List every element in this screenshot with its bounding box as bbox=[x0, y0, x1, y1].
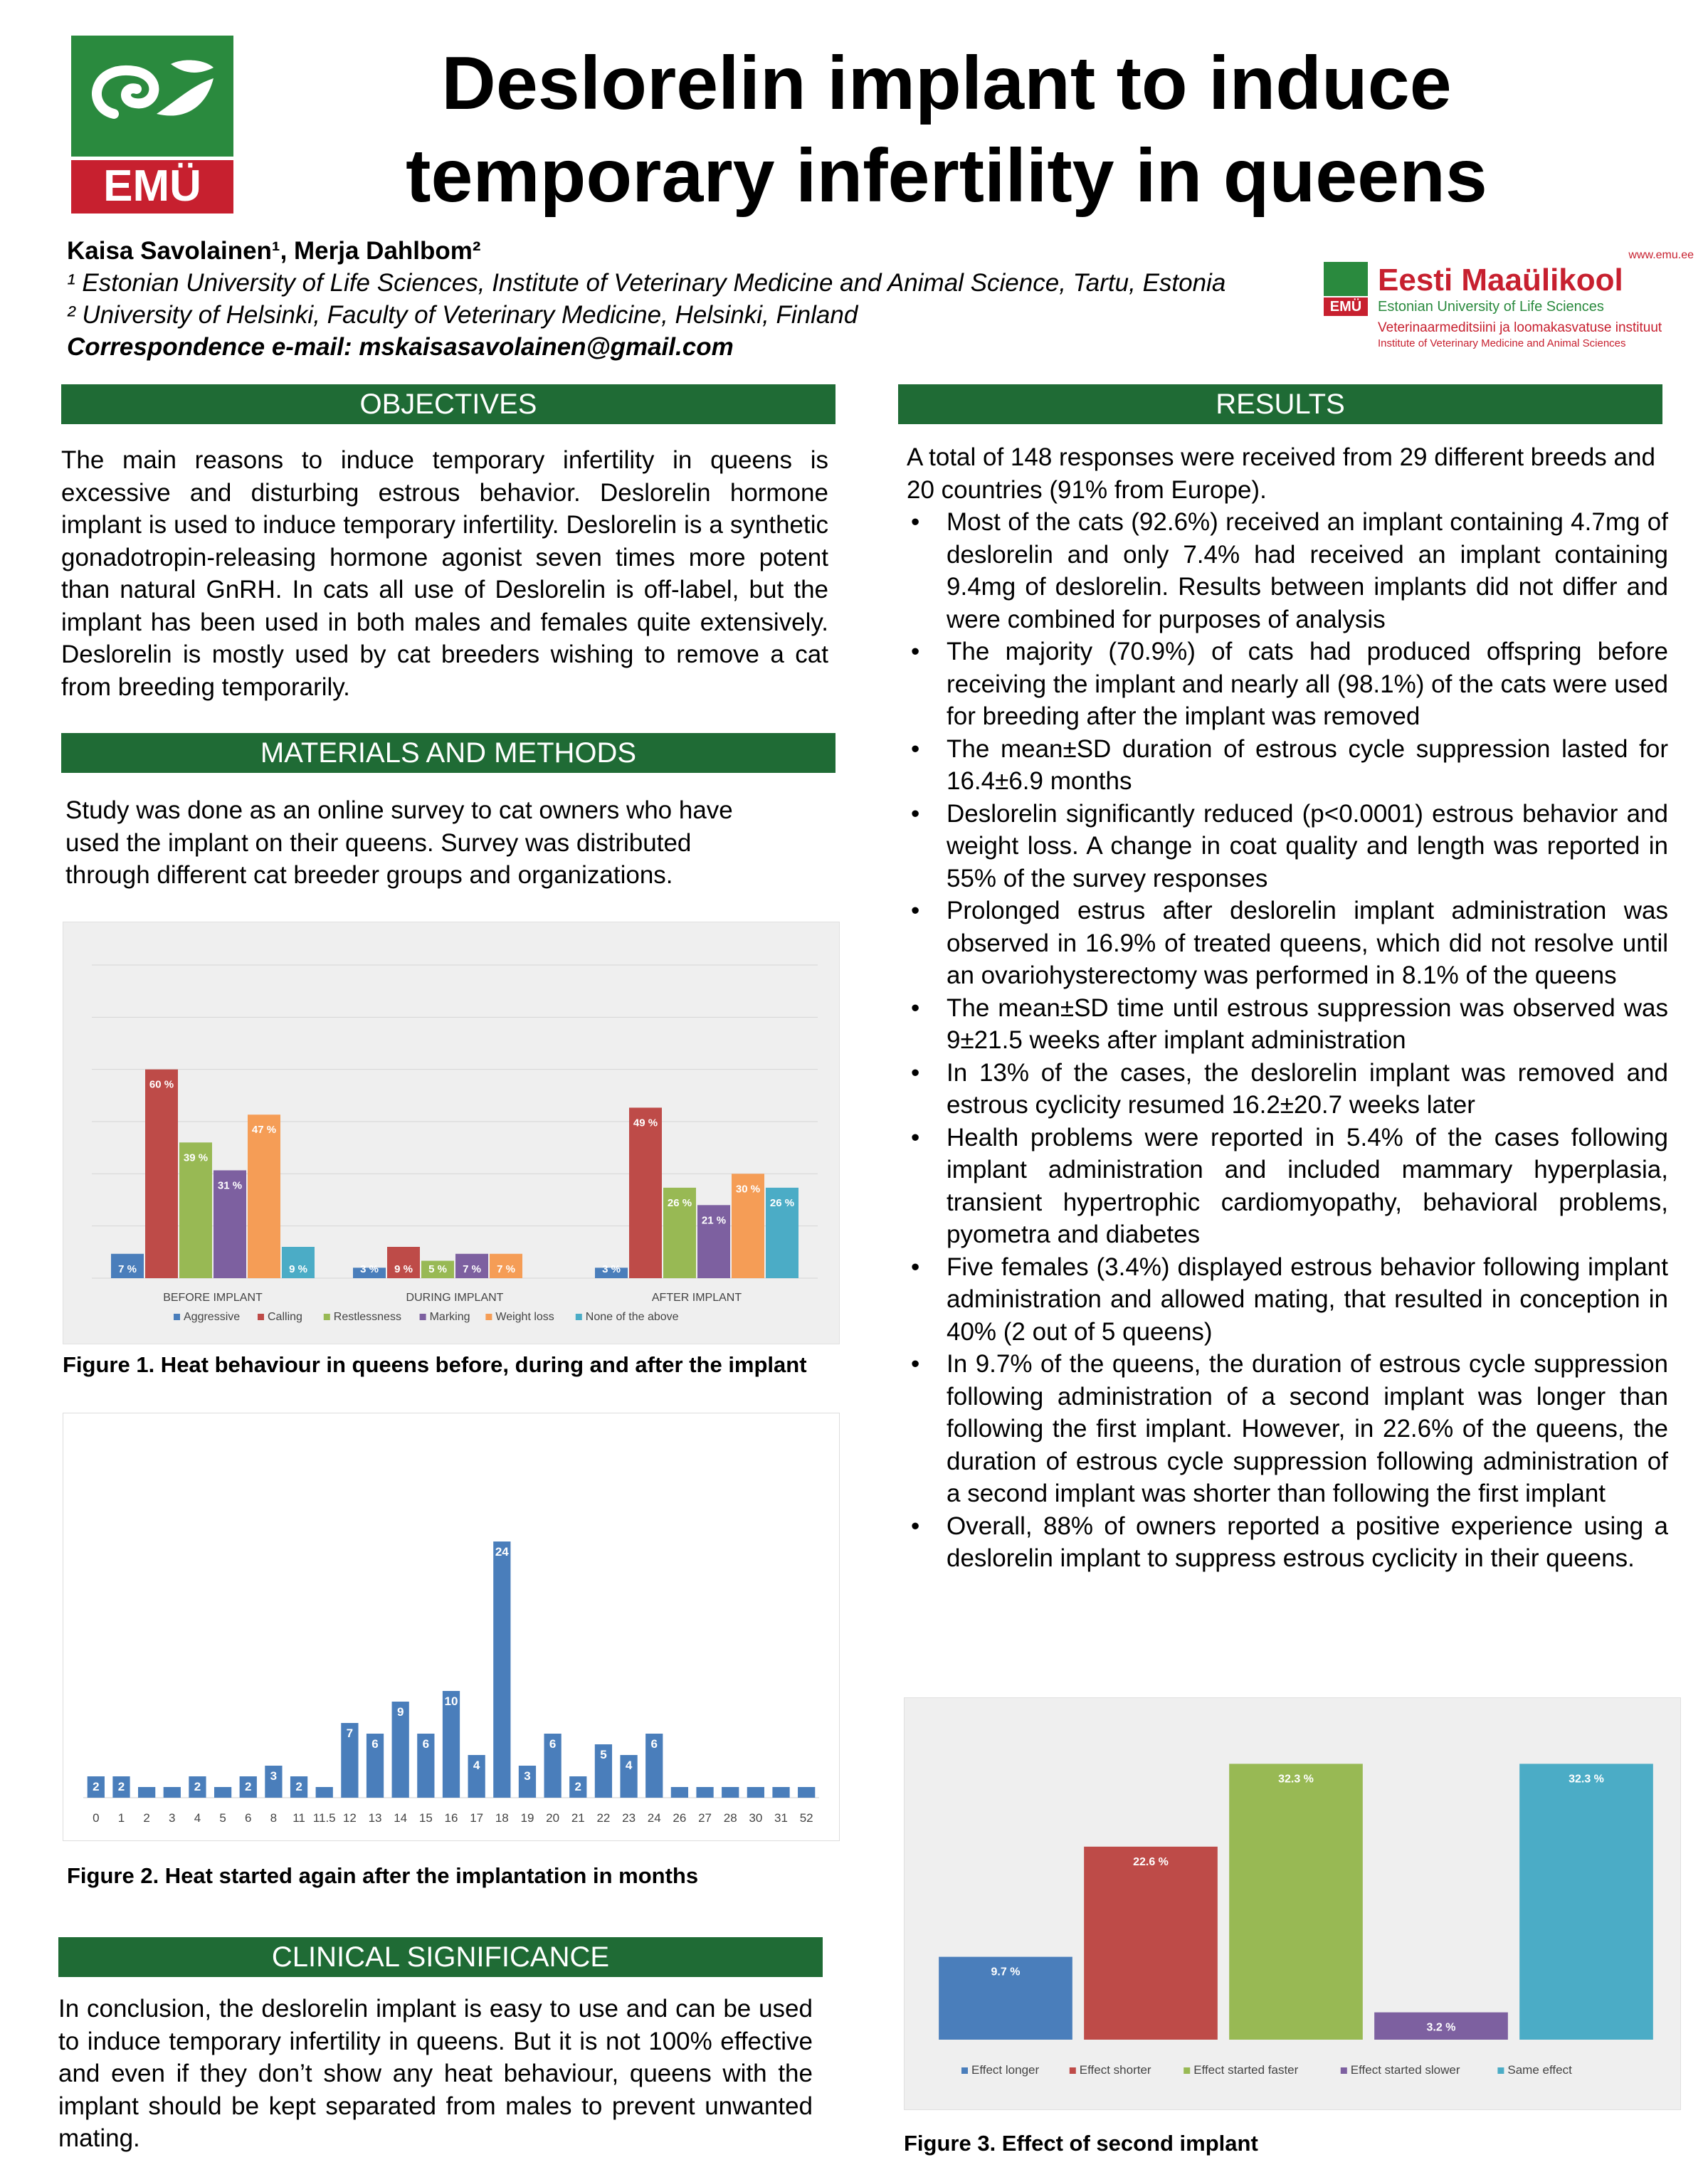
legend-swatch bbox=[258, 1314, 264, 1320]
tick-label: 26 bbox=[673, 1811, 687, 1825]
results-bullet: • In 9.7% of the queens, the duration of estrous cycle suppression following administration of a second implant was longer than following the first implant. However, in 22.6% of the queens, the duration of estrous cycle suppression following administration of a second implant was shorter than following the first implant bbox=[947, 1348, 1668, 1510]
legend-label: Same effect bbox=[1507, 2063, 1572, 2077]
data-label: 10 bbox=[444, 1695, 458, 1708]
category-label: DURING IMPLANT bbox=[406, 1292, 504, 1304]
tick-label: 1 bbox=[117, 1811, 125, 1825]
legend-swatch bbox=[961, 2067, 968, 2074]
bar-effect-shorter bbox=[1084, 1847, 1218, 2040]
title-line-2: temporary infertility in queens bbox=[406, 134, 1487, 218]
figure-3-chart bbox=[904, 1697, 1681, 2110]
data-label: 7 bbox=[346, 1727, 354, 1740]
results-bullet: • The mean±SD duration of estrous cycle suppression lasted for 16.4±6.9 months bbox=[947, 733, 1668, 798]
bar-month-27 bbox=[696, 1787, 713, 1798]
tick-label: 30 bbox=[749, 1811, 763, 1825]
data-label: 60 % bbox=[149, 1078, 174, 1091]
data-label: 26 % bbox=[769, 1196, 795, 1209]
tick-label: 15 bbox=[418, 1811, 433, 1825]
emu-logo bbox=[71, 36, 233, 214]
figure-1-chart bbox=[63, 922, 840, 1344]
data-label: 39 % bbox=[183, 1151, 209, 1164]
legend-swatch bbox=[420, 1314, 426, 1320]
results-block bbox=[907, 441, 1668, 1575]
affiliation-1: ¹ Estonian University of Life Sciences, Institute of Veterinary Medicine and Animal Science, Tartu, Estonia bbox=[67, 269, 1226, 297]
emu-logo-graphic bbox=[71, 36, 233, 214]
data-label: 26 % bbox=[667, 1196, 692, 1209]
data-label: 6 bbox=[650, 1737, 658, 1751]
data-label: 30 % bbox=[735, 1183, 761, 1196]
legend-swatch bbox=[324, 1314, 330, 1320]
data-label: 3 % bbox=[602, 1263, 621, 1275]
tick-label: 31 bbox=[774, 1811, 788, 1825]
data-label: 7 % bbox=[463, 1263, 481, 1275]
data-label: 2 bbox=[93, 1780, 100, 1793]
results-heading: RESULTS bbox=[898, 384, 1662, 424]
data-label: 2 bbox=[574, 1780, 582, 1793]
data-label: 32.3 % bbox=[1278, 1773, 1314, 1786]
tick-label: 24 bbox=[647, 1811, 661, 1825]
bar-month-5 bbox=[214, 1787, 231, 1798]
results-bullet: • Deslorelin significantly reduced (p<0.0001) estrous behavior and weight loss. A change in coat quality and length was reported in 55% of the survey responses bbox=[947, 798, 1668, 895]
bar-month-28 bbox=[722, 1787, 739, 1798]
tick-label: 3 bbox=[169, 1811, 176, 1825]
data-label: 7 % bbox=[497, 1263, 515, 1275]
university-english: Estonian University of Life Sciences bbox=[1378, 299, 1604, 315]
results-bullet: • Most of the cats (92.6%) received an implant containing 4.7mg of deslorelin and only 7.4% had received an implant containing 9.4mg of deslorelin. Results between implants did not differ and were combined for purposes of analysis bbox=[947, 506, 1668, 636]
tick-label: 8 bbox=[270, 1811, 278, 1825]
bar-month-31 bbox=[772, 1787, 789, 1798]
category-label: BEFORE IMPLANT bbox=[163, 1292, 263, 1304]
tick-label: 23 bbox=[622, 1811, 636, 1825]
clinical-heading: CLINICAL SIGNIFICANCE bbox=[58, 1937, 823, 1977]
data-label: 32.3 % bbox=[1569, 1773, 1604, 1786]
tick-label: 0 bbox=[93, 1811, 100, 1825]
results-bullet: • In 13% of the cases, the deslorelin implant was removed and estrous cyclicity resumed 16.2±20.7 weeks later bbox=[947, 1057, 1668, 1122]
uni-leaf-icon bbox=[1324, 262, 1368, 296]
results-intro: A total of 148 responses were received from 29 different breeds and 20 countries (91% from Europe). bbox=[907, 443, 1655, 504]
tick-label: 5 bbox=[219, 1811, 226, 1825]
legend-label: Effect started faster bbox=[1193, 2063, 1299, 2077]
figure-2-chart bbox=[63, 1413, 840, 1841]
results-bullet: • Health problems were reported in 5.4% of the cases following implant administration and included mammary hyperplasia, transient hypertrophic cardiomyopathy, behavioral problems, pyometra and diabetes bbox=[947, 1122, 1668, 1251]
institute-english: Institute of Veterinary Medicine and Animal Sciences bbox=[1378, 337, 1626, 349]
figure-2-svg bbox=[63, 1413, 839, 1840]
bar-month-52 bbox=[798, 1787, 815, 1798]
data-label: 21 % bbox=[701, 1214, 727, 1227]
data-label: 2 bbox=[295, 1780, 302, 1793]
legend-label: Effect started slower bbox=[1350, 2063, 1460, 2077]
data-label: 3 bbox=[524, 1769, 531, 1783]
bar-month-3 bbox=[164, 1787, 181, 1798]
bar-month-26 bbox=[671, 1787, 688, 1798]
logo-text: EMÜ bbox=[103, 162, 201, 211]
results-bullet: • Overall, 88% of owners reported a positive experience using a deslorelin implant to suppress estrous cyclicity in their queens. bbox=[947, 1510, 1668, 1575]
data-label: 6 bbox=[371, 1737, 379, 1751]
legend-swatch bbox=[576, 1314, 582, 1320]
title-line-1: Deslorelin implant to induce bbox=[441, 41, 1452, 125]
data-label: 4 bbox=[473, 1759, 480, 1772]
bar-weight-loss bbox=[248, 1114, 280, 1278]
tick-label: 28 bbox=[723, 1811, 737, 1825]
affiliation-2: ² University of Helsinki, Faculty of Veterinary Medicine, Helsinki, Finland bbox=[67, 301, 858, 329]
university-logo bbox=[1324, 249, 1694, 363]
results-bullet: • Prolonged estrus after deslorelin implant administration was observed in 16.9% of treated queens, which did not resolve until an ovariohysterectomy was performed in 8.1% of the queens bbox=[947, 895, 1668, 992]
data-label: 9.7 % bbox=[991, 1966, 1021, 1978]
legend-label: Effect shorter bbox=[1079, 2063, 1151, 2077]
results-list bbox=[907, 506, 1668, 1575]
authors-block bbox=[67, 235, 1225, 363]
tick-label: 52 bbox=[799, 1811, 813, 1825]
bar-calling bbox=[145, 1070, 178, 1278]
bar-month-18 bbox=[493, 1541, 510, 1798]
figure-3-svg bbox=[905, 1698, 1680, 2109]
data-label: 9 bbox=[396, 1705, 404, 1719]
tick-label: 22 bbox=[596, 1811, 611, 1825]
tick-label: 16 bbox=[444, 1811, 458, 1825]
data-label: 4 bbox=[625, 1759, 633, 1772]
bar-calling bbox=[629, 1107, 662, 1278]
bar-month-11.5 bbox=[316, 1787, 333, 1798]
institute-estonian: Veterinaarmeditsiini ja loomakasvatuse instituut bbox=[1378, 320, 1662, 335]
legend-swatch bbox=[1497, 2067, 1504, 2074]
data-label: 9 % bbox=[289, 1263, 307, 1275]
legend-label: Effect longer bbox=[971, 2063, 1040, 2077]
legend-swatch bbox=[1070, 2067, 1076, 2074]
university-name: Eesti Maaülikool bbox=[1378, 263, 1623, 297]
tick-label: 11.5 bbox=[312, 1811, 336, 1825]
bar-same-effect bbox=[1519, 1764, 1653, 2040]
data-label: 6 bbox=[549, 1737, 557, 1751]
figure-1-svg bbox=[63, 922, 839, 1344]
legend-label: Aggressive bbox=[184, 1311, 241, 1323]
bar-effect-started-faster bbox=[1229, 1764, 1363, 2040]
author-names: Kaisa Savolainen¹, Merja Dahlbom² bbox=[67, 237, 481, 265]
legend-swatch bbox=[1341, 2067, 1347, 2074]
objectives-text: The main reasons to induce temporary infertility in queens is excessive and disturbing estrous behavior. Deslorelin hormone implant is used to induce temporary infertility. Deslorelin is a synthetic gonadotropin-releasing hormone agonist seven times more potent than natural GnRH. In cats all use of Deslorelin is off-label, but the implant has been used in both males and females quite extensively. Deslorelin is mostly used by cat breeders wishing to remove a cat from breeding temporarily. bbox=[61, 446, 828, 701]
data-label: 3 bbox=[270, 1769, 278, 1783]
clinical-text: In conclusion, the deslorelin implant is easy to use and can be used to induce temporary infertility in queens. But it is not 100% effective and even if they don’t show any heat behaviour, queens with the implant should be kept separated from males to prevent unwanted mating. bbox=[58, 1995, 813, 2152]
legend-label: None of the above bbox=[585, 1311, 679, 1323]
data-label: 49 % bbox=[633, 1117, 658, 1129]
tick-label: 13 bbox=[368, 1811, 382, 1825]
tick-label: 14 bbox=[394, 1811, 408, 1825]
correspondence-email: Correspondence e-mail: mskaisasavolainen@gmail.com bbox=[67, 333, 734, 361]
data-label: 47 % bbox=[251, 1124, 277, 1137]
legend-label: Calling bbox=[268, 1311, 302, 1323]
bar-month-30 bbox=[747, 1787, 764, 1798]
tick-label: 21 bbox=[571, 1811, 585, 1825]
figure-3-caption: Figure 3. Effect of second implant bbox=[904, 2131, 1258, 2156]
results-bullet: • The majority (70.9%) of cats had produced offspring before receiving the implant and nearly all (98.1%) of the cats were used for breeding after the implant was removed bbox=[947, 636, 1668, 733]
legend-label: Restlessness bbox=[333, 1311, 401, 1323]
data-label: 6 bbox=[422, 1737, 430, 1751]
data-label: 5 bbox=[600, 1748, 607, 1761]
tick-label: 19 bbox=[520, 1811, 534, 1825]
methods-heading: MATERIALS AND METHODS bbox=[61, 733, 835, 773]
legend-swatch bbox=[485, 1314, 492, 1320]
tick-label: 27 bbox=[698, 1811, 712, 1825]
methods-text: Study was done as an online survey to cat owners who have used the implant on their queens. Survey was distributed through different cat breeder groups and organizations. bbox=[65, 796, 733, 889]
tick-label: 17 bbox=[470, 1811, 484, 1825]
category-label: AFTER IMPLANT bbox=[651, 1292, 742, 1304]
tick-label: 2 bbox=[143, 1811, 150, 1825]
tick-label: 12 bbox=[342, 1811, 357, 1825]
data-label: 31 % bbox=[217, 1179, 243, 1192]
legend-swatch bbox=[174, 1314, 180, 1320]
data-label: 2 bbox=[117, 1780, 125, 1793]
tick-label: 18 bbox=[495, 1811, 509, 1825]
data-label: 9 % bbox=[394, 1263, 413, 1275]
results-bullet: • The mean±SD time until estrous suppression was observed was 9±21.5 weeks after implant administration bbox=[947, 992, 1668, 1057]
data-label: 5 % bbox=[428, 1263, 447, 1275]
data-label: 3.2 % bbox=[1426, 2021, 1456, 2034]
data-label: 7 % bbox=[118, 1263, 137, 1275]
data-label: 22.6 % bbox=[1133, 1855, 1169, 1868]
figure-1-caption: Figure 1. Heat behaviour in queens before, during and after the implant bbox=[63, 1352, 807, 1377]
data-label: 2 bbox=[245, 1780, 252, 1793]
university-url: www.emu.ee bbox=[1628, 249, 1694, 261]
data-label: 2 bbox=[194, 1780, 201, 1793]
tick-label: 20 bbox=[546, 1811, 560, 1825]
tick-label: 11 bbox=[292, 1811, 305, 1825]
data-label: 3 % bbox=[360, 1263, 379, 1275]
tick-label: 6 bbox=[245, 1811, 252, 1825]
legend-swatch bbox=[1184, 2067, 1190, 2074]
legend-label: Weight loss bbox=[495, 1311, 554, 1323]
legend-label: Marking bbox=[429, 1311, 470, 1323]
poster-title bbox=[342, 37, 1551, 222]
objectives-heading: OBJECTIVES bbox=[61, 384, 835, 424]
results-bullet: • Five females (3.4%) displayed estrous behavior following implant administration and allowed mating, that resulted in conception in 40% (2 out of 5 queens) bbox=[947, 1251, 1668, 1349]
figure-2-caption: Figure 2. Heat started again after the implantation in months bbox=[67, 1863, 699, 1888]
bar-month-2 bbox=[138, 1787, 155, 1798]
tick-label: 4 bbox=[194, 1811, 201, 1825]
uni-badge: EMÜ bbox=[1324, 297, 1368, 316]
data-label: 24 bbox=[495, 1545, 509, 1559]
